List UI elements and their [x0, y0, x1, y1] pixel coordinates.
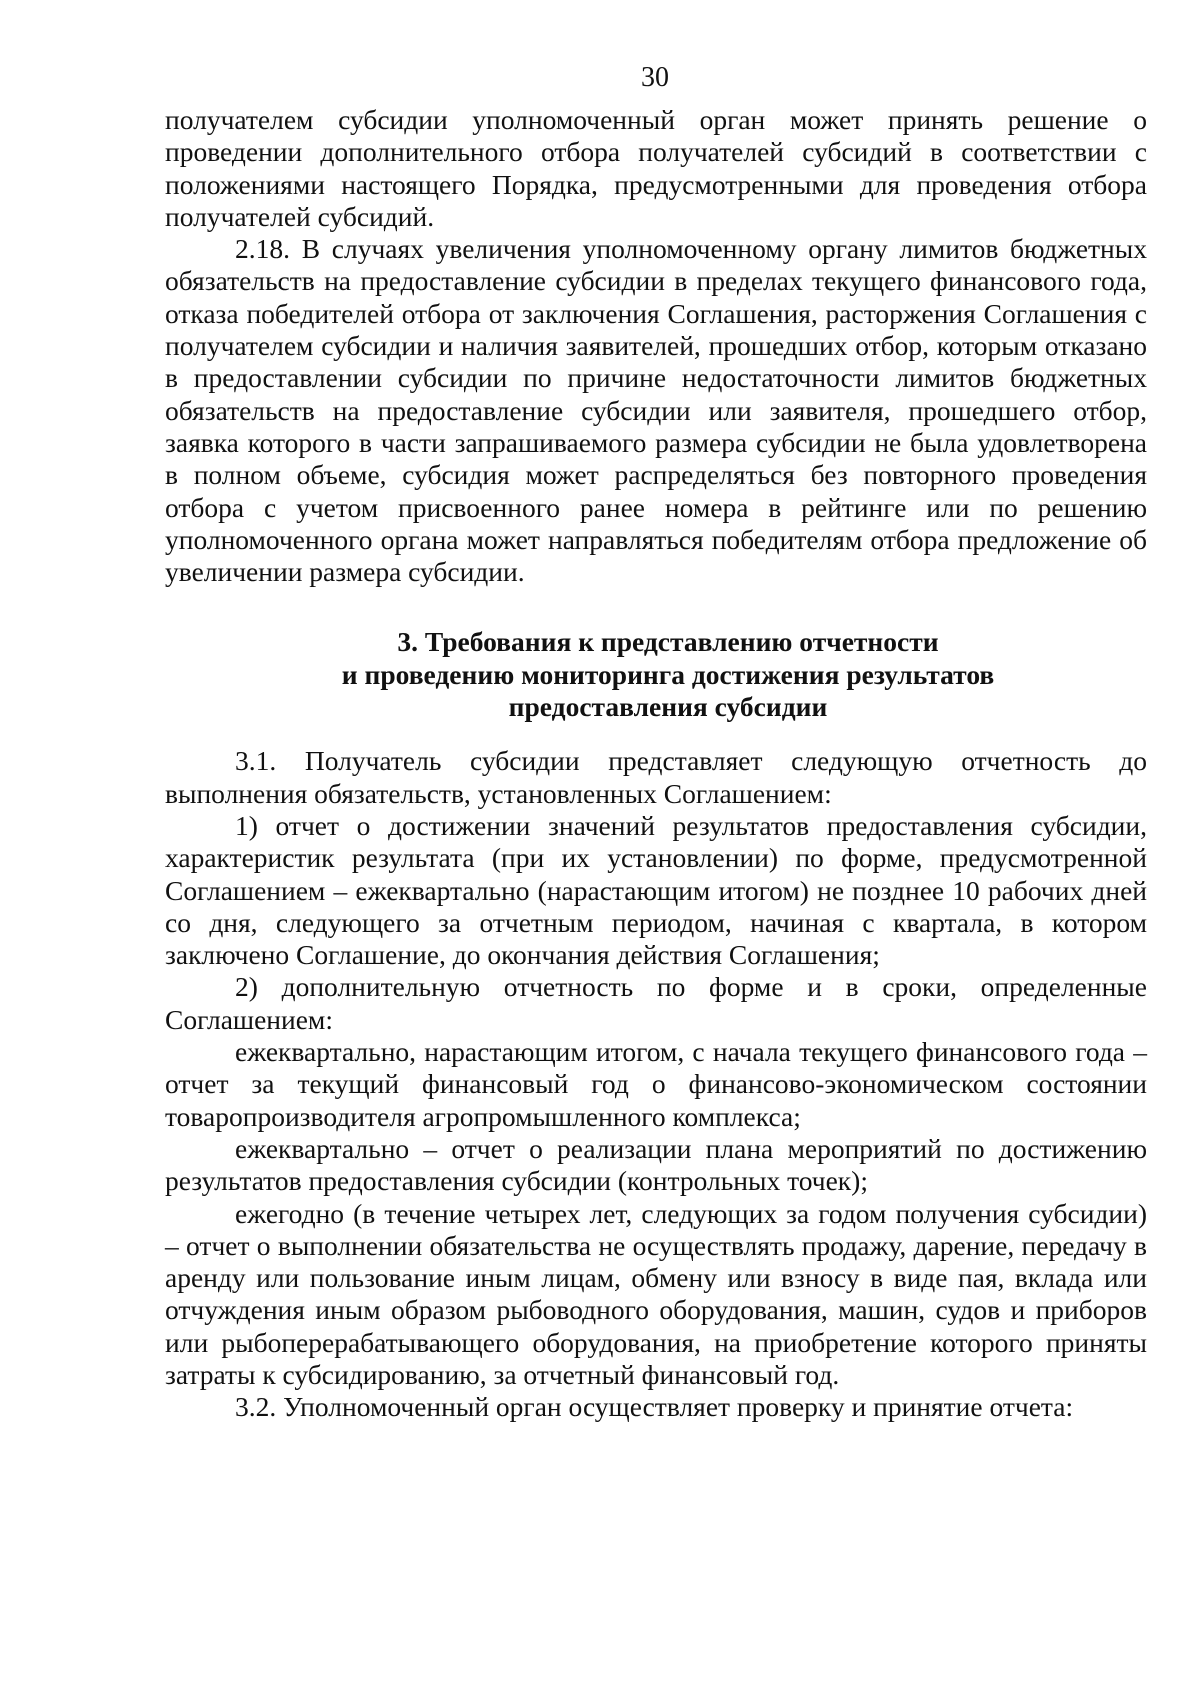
- section-heading-line-1: 3. Требования к представлению отчетности: [397, 626, 939, 658]
- paragraph-quarterly-plan: ежеквартально – отчет о реализации плана мероприятий по достижению результатов предоставления субсидии (контрольных точек);: [165, 1132, 1147, 1197]
- paragraph-3-2: 3.2. Уполномоченный орган осуществляет проверку и принятие отчета:: [235, 1391, 1074, 1423]
- page-number: 30: [641, 62, 669, 93]
- paragraph-item-2: 2) дополнительную отчетность по форме и в сроки, определенные Соглашением:: [165, 971, 1147, 1035]
- paragraph-2-18: 2.18. В случаях увеличения уполномоченному органу лимитов бюджетных обязательств на предоставление субсидии в пределах текущего финансового года, отказа победителей отбора от заключения Соглашения, расторжения Соглашения с получателем субсидии и наличия заявителей, прошедших отбор, которым отказано в предоставлении субсидии по причине недостаточности лимитов бюджетных обязательств на предоставление субсидии или заявителя, прошедшего отбор, заявка которого в части запрашиваемого размера субсидии не была удовлетворена в полном объеме, субсидия может распределяться без повторного проведения отбора с учетом присвоенного ранее номера в рейтинге или по решению уполномоченного органа может направляться победителям отбора предложение об увеличении размера субсидии.: [165, 233, 1147, 588]
- paragraph-quarterly-financial: ежеквартально, нарастающим итогом, с начала текущего финансового года – отчет за текущий финансовый год о финансово-экономическом состоянии товаропроизводителя агропромышленного комплекса;: [165, 1036, 1147, 1132]
- section-heading: [165, 626, 1147, 723]
- paragraph-item-1: 1) отчет о достижении значений результатов предоставления субсидии, характеристик результата (при их установлении) по форме, предусмотренной Соглашением – ежеквартально (нарастающим итогом) не позднее 10 рабочих дней со дня, следующего за отчетным периодом, начиная с квартала, в котором заключено Соглашение, до окончания действия Соглашения;: [165, 809, 1147, 971]
- paragraph-continuation: получателем субсидии уполномоченный орган может принять решение о проведении дополнительного отбора получателей субсидий в соответствии с положениями настоящего Порядка, предусмотренными для проведения отбора получателей субсидий.: [165, 104, 1147, 232]
- section-heading-line-3: предоставления субсидии: [508, 691, 828, 723]
- paragraph-annual-obligation: ежегодно (в течение четырех лет, следующих за годом получения субсидии) – отчет о выполнении обязательства не осуществлять продажу, дарение, передачу в аренду или пользование иным лицам, обмену или взносу в виде пая, вклада или отчуждения иным образом рыбоводного оборудования, машин, судов и приборов или рыбоперерабатывающего оборудования, на приобретение которого приняты затраты к субсидированию, за отчетный финансовый год.: [165, 1197, 1147, 1390]
- section-heading-line-2: и проведению мониторинга достижения результатов: [341, 658, 995, 690]
- document-body: [165, 104, 1147, 1424]
- paragraph-3-1: 3.1. Получатель субсидии представляет следующую отчетность до выполнения обязательств, установленных Соглашением:: [165, 745, 1147, 809]
